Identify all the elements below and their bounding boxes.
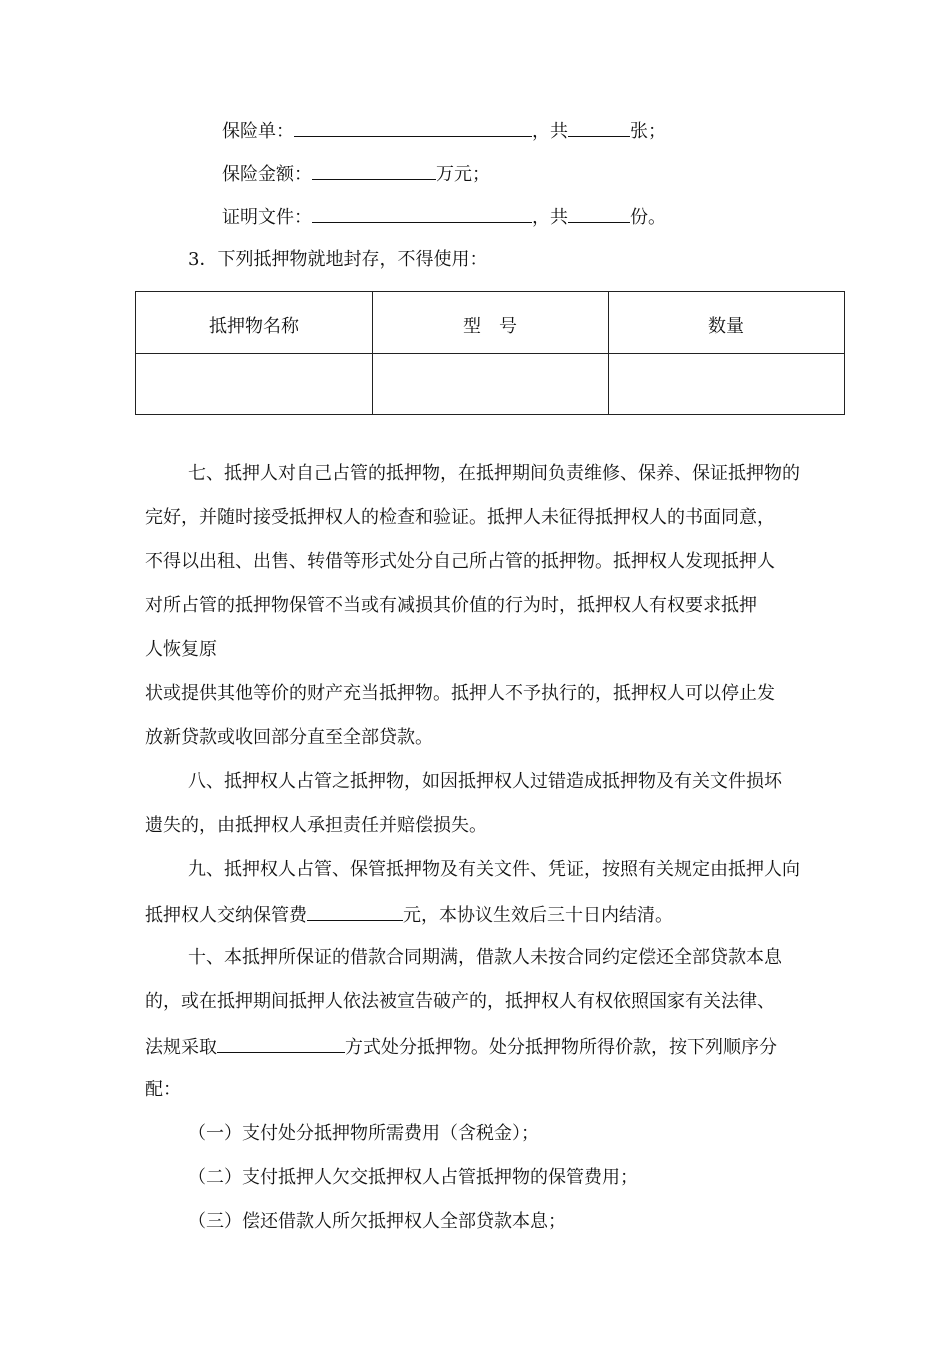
section-7-line: 放新贷款或收回部分直至全部贷款。 [145,727,433,748]
custody-fee-tail: 元，本协议生效后三十日内结清。 [403,905,673,926]
insurance-policy-unit: 张； [630,121,666,142]
section-10-line: 配： [145,1079,181,1100]
certificates-blank[interactable] [312,204,532,223]
certificates-line [222,204,666,230]
insurance-amount-unit: 万元； [436,164,490,185]
disposal-method-tail: 方式处分抵押物。处分抵押物所得价款，按下列顺序分 [345,1037,777,1058]
list-item: （二）支付抵押人欠交抵押权人占管抵押物的保管费用； [188,1167,638,1188]
section-8-line: 遗失的，由抵押权人承担责任并赔偿损失。 [145,815,487,836]
section-7-line: 人恢复原 [145,639,217,660]
insurance-policy-count-blank[interactable] [568,118,630,137]
insurance-amount-line [222,161,490,187]
section-9-line: 九、抵押权人占管、保管抵押物及有关文件、凭证，按照有关规定由抵押人向 [188,859,800,880]
disposal-method-blank[interactable] [217,1034,345,1053]
insurance-policy-line [222,118,666,144]
section-8-line: 八、抵押权人占管之抵押物，如因抵押权人过错造成抵押物及有关文件损坏 [188,771,782,792]
custody-fee-label: 抵押权人交纳保管费 [145,905,307,926]
section-7-line: 完好，并随时接受抵押权人的检查和验证。抵押人未征得抵押权人的书面同意， [145,507,775,528]
insurance-policy-label: 保险单： [222,121,294,142]
table-header-quantity: 数量 [708,316,744,337]
section-7-line: 七、抵押人对自己占管的抵押物，在抵押期间负责维修、保养、保证抵押物的 [188,463,800,484]
sealed-collateral-table [135,291,845,415]
section-10-line [145,1034,777,1060]
table-cell-name[interactable] [136,354,372,414]
list-item: （一）支付处分抵押物所需费用（含税金）； [188,1123,539,1144]
certificates-label: 证明文件： [222,207,312,228]
section-7-line: 状或提供其他等价的财产充当抵押物。抵押人不予执行的，抵押权人可以停止发 [145,683,775,704]
disposal-method-label: 法规采取 [145,1037,217,1058]
custody-fee-blank[interactable] [307,902,403,921]
insurance-amount-blank[interactable] [312,161,436,180]
section-7-line: 不得以出租、出售、转借等形式处分自己所占管的抵押物。抵押权人发现抵押人 [145,551,775,572]
section-7-line: 对所占管的抵押物保管不当或有减损其价值的行为时，抵押权人有权要求抵押 [145,595,757,616]
section-10-line: 的，或在抵押期间抵押人依法被宣告破产的，抵押权人有权依照国家有关法律、 [145,991,775,1012]
table-header-name: 抵押物名称 [209,316,299,337]
insurance-amount-label: 保险金额： [222,164,312,185]
section-9-line [145,902,673,928]
item-3-heading: 3．下列抵押物就地封存，不得使用： [188,249,488,270]
table-cell-model[interactable] [373,354,608,414]
certificates-count-blank[interactable] [568,204,630,223]
insurance-policy-blank[interactable] [294,118,532,137]
certificates-unit: 份。 [630,207,666,228]
section-10-line: 十、本抵押所保证的借款合同期满，借款人未按合同约定偿还全部贷款本息 [188,947,782,968]
table-header-model: 型 号 [463,316,517,337]
insurance-policy-sep: ，共 [532,121,568,142]
certificates-sep: ，共 [532,207,568,228]
table-cell-quantity[interactable] [609,354,844,414]
list-item: （三）偿还借款人所欠抵押权人全部贷款本息； [188,1211,566,1232]
